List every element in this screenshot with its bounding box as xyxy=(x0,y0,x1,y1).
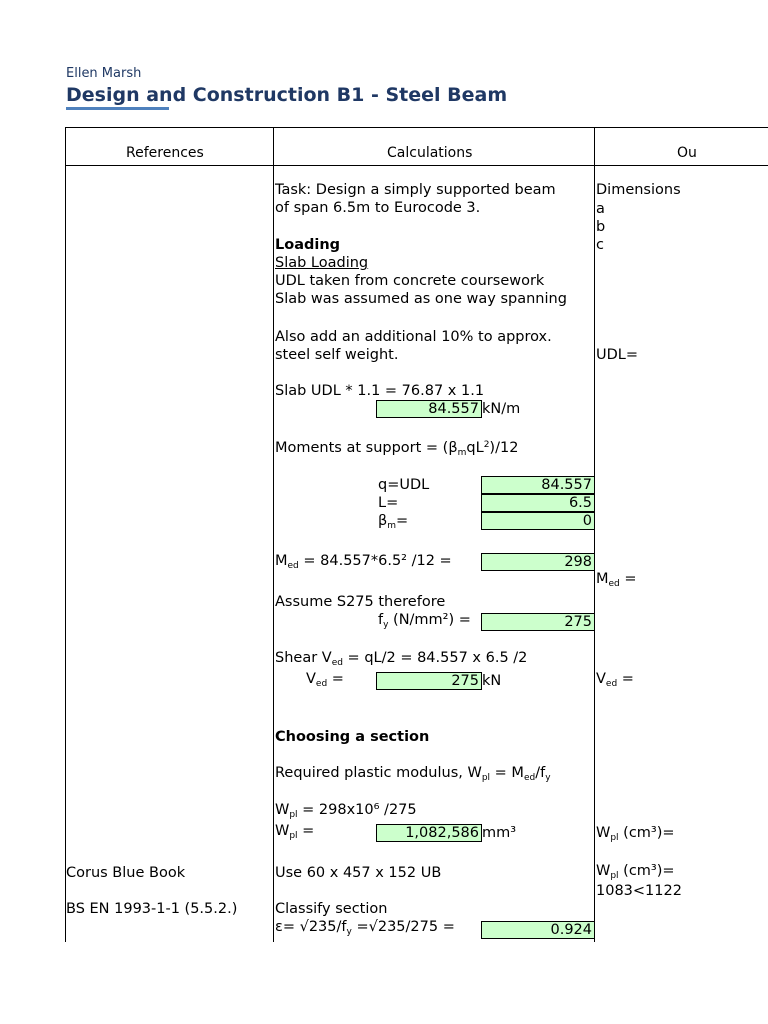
udl-taken-text: UDL taken from concrete coursework xyxy=(275,273,545,289)
slab-loading-heading: Slab Loading xyxy=(275,255,369,271)
wpl-unit: mm³ xyxy=(482,825,517,841)
classify-text: Classify section xyxy=(275,901,388,917)
output-wpl-1: $W_{pl}$ (cm³)= xyxy=(596,825,675,843)
slab-udl-expression: Slab UDL * 1.1 = 76.87 x 1.1 xyxy=(275,383,485,399)
moments-formula: Moments at support = $(\beta_mqL^2)/12$ xyxy=(275,440,519,458)
q-label: q=UDL xyxy=(378,477,430,493)
output-dim-a: a xyxy=(596,201,605,217)
epsilon-expression: $\varepsilon= √235/f_y =√235/275$ = xyxy=(275,919,455,937)
column-header-references: References xyxy=(126,145,204,161)
references-divider xyxy=(273,127,274,942)
reference-bsen: BS EN 1993-1-1 (5.5.2.) xyxy=(66,901,238,917)
task-line-1: Task: Design a simply supported beam xyxy=(275,182,556,198)
assume-text: Assume S275 therefore xyxy=(275,594,446,610)
output-med: $M_{ed}$ = xyxy=(596,571,637,589)
output-udl: UDL= xyxy=(596,347,639,363)
reference-corus: Corus Blue Book xyxy=(66,865,186,881)
also-add-line-2: steel self weight. xyxy=(275,347,399,363)
also-add-line-1: Also add an additional 10% to approx. xyxy=(275,329,552,345)
use-section-text: Use 60 x 457 x 152 UB xyxy=(275,865,442,881)
choosing-section-heading: Choosing a section xyxy=(275,729,430,745)
table-top-border xyxy=(65,127,768,128)
udl-unit: kN/m xyxy=(482,401,521,417)
l-value-cell: 6.5 xyxy=(481,494,595,512)
wpl-value-cell: 1,082,586 xyxy=(376,824,482,842)
page-title: Design and Construction B1 - Steel Beam xyxy=(66,84,508,106)
shear-expression: Shear $V_{ed} = qL/2 = 84.557$ x 6.5 /2 xyxy=(275,650,528,668)
ved-unit: kN xyxy=(482,673,502,689)
wpl-expression: $W_{pl} = 298x10^6$ /275 xyxy=(275,802,417,820)
output-dim-c: c xyxy=(596,237,604,253)
ved-label: $V_{ed}$ = xyxy=(306,671,344,689)
output-dimensions: Dimensions xyxy=(596,182,681,198)
ved-value-cell: 275 xyxy=(376,672,482,690)
med-expression: $M_{ed} = 84.557*6.5^2$ /12 = xyxy=(275,553,452,571)
output-dim-b: b xyxy=(596,219,606,235)
table-left-border xyxy=(65,127,66,942)
header-bottom-border xyxy=(65,165,768,166)
title-underline xyxy=(66,107,169,110)
output-ved: $V_{ed}$ = xyxy=(596,671,634,689)
udl-value-cell: 84.557 xyxy=(376,400,482,418)
med-value-cell: 298 xyxy=(481,553,595,571)
wpl-label: $W_{pl}$ = xyxy=(275,823,315,841)
epsilon-value-cell: 0.924 xyxy=(481,921,595,939)
column-header-calculations: Calculations xyxy=(387,145,473,161)
loading-heading: Loading xyxy=(275,237,341,253)
column-header-output: Ou xyxy=(677,145,697,161)
q-value-cell: 84.557 xyxy=(481,476,595,494)
required-modulus-formula: Required plastic modulus, $W_{pl} = M_{ed}/f_y$ xyxy=(275,765,551,783)
fy-label: $f_y$ (N/mm²) = xyxy=(378,612,471,630)
fy-value-cell: 275 xyxy=(481,613,595,631)
beta-label: $\beta_m=$ xyxy=(378,513,409,531)
author-name: Ellen Marsh xyxy=(66,66,142,81)
output-wpl-2: $W_{pl}$ (cm³)= xyxy=(596,863,675,881)
task-line-2: of span 6.5m to Eurocode 3. xyxy=(275,200,481,216)
slab-assumed-text: Slab was assumed as one way spanning xyxy=(275,291,567,307)
l-label: L= xyxy=(378,495,399,511)
output-compare: 1083<1122 xyxy=(596,883,682,899)
beta-value-cell: 0 xyxy=(481,512,595,530)
calculations-divider xyxy=(594,127,595,942)
